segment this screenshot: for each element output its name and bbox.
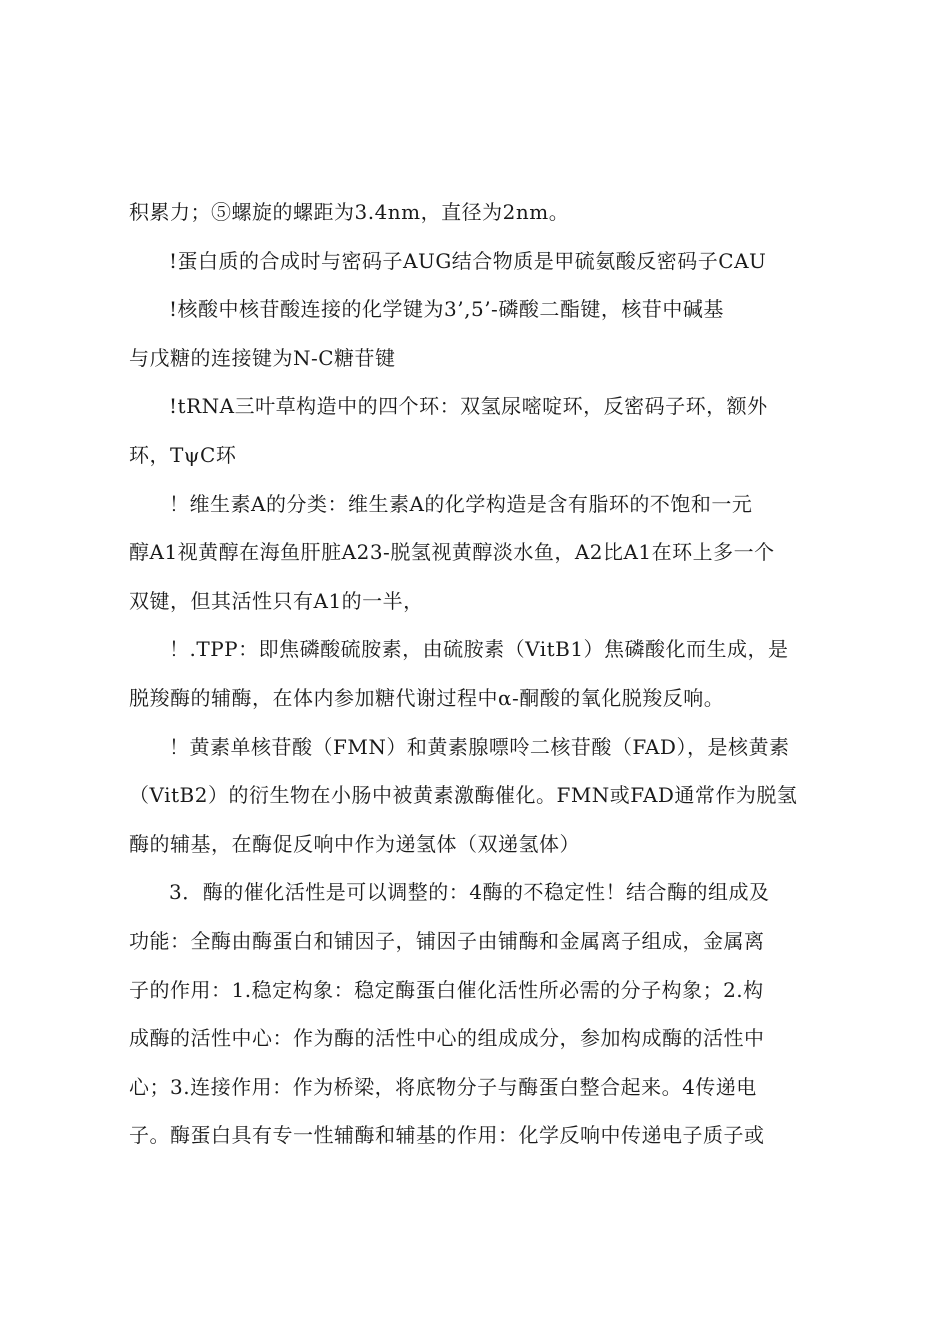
text-line: 积累力；⑤螺旋的螺距为3.4nm，直径为2nm。 xyxy=(129,200,570,224)
text-line: 子的作用：1.稳定构象：稳定酶蛋白催化活性所必需的分子构象；2.构 xyxy=(129,977,764,1002)
text-line: 成酶的活性中心：作为酶的活性中心的组成成分，参加构成酶的活性中 xyxy=(129,1026,765,1051)
text-line: 功能：全酶由酶蛋白和铺因子，铺因子由铺酶和金属离子组成，金属离 xyxy=(129,928,765,953)
text-line: !tRNA三叶草构造中的四个环：双氢尿嘧啶环，反密码子环，额外 xyxy=(169,394,768,419)
text-line: ！黄素单核苷酸（FMN）和黄素腺嘌呤二核苷酸（FAD），是核黄素 xyxy=(169,734,790,759)
text-line: 双键，但其活性只有A1的一半， xyxy=(129,588,424,613)
text-line: 脱羧酶的辅酶，在体内参加糖代谢过程中α-酮酸的氧化脱羧反响。 xyxy=(129,685,725,710)
text-line: 环，TψC环 xyxy=(129,442,237,467)
text-line: 子。酶蛋白具有专一性辅酶和辅基的作用：化学反响中传递电子质子或 xyxy=(129,1123,765,1148)
text-line: 心；3.连接作用：作为桥梁，将底物分子与酶蛋白整合起来。4传递电 xyxy=(129,1074,757,1099)
text-line: !核酸中核苷酸连接的化学键为3’,5’-磷酸二酯键，核苷中碱基 xyxy=(169,297,724,322)
text-line: 3．酶的催化活性是可以调整的：4酶的不稳定性！结合酶的组成及 xyxy=(169,880,770,905)
text-line: 醇A1视黄醇在海鱼肝脏A23-脱氢视黄醇淡水鱼，A2比A1在环上多一个 xyxy=(129,540,775,565)
text-line: ！.TPP：即焦磷酸硫胺素，由硫胺素（VitB1）焦磷酸化而生成，是 xyxy=(169,637,789,662)
text-line: （VitB2）的衍生物在小肠中被黄素激酶催化。FMN或FAD通常作为脱氢 xyxy=(129,783,798,808)
text-line: !蛋白质的合成时与密码子AUG结合物质是甲硫氨酸反密码子CAU xyxy=(169,248,767,273)
document-body xyxy=(129,188,829,1160)
text-line: ！维生素A的分类：维生素A的化学构造是含有脂环的不饱和一元 xyxy=(169,491,753,516)
text-line: 与戊糖的连接键为N-C糖苷键 xyxy=(129,345,396,370)
text-line: 酶的辅基，在酶促反响中作为递氢体（双递氢体） xyxy=(129,831,580,856)
